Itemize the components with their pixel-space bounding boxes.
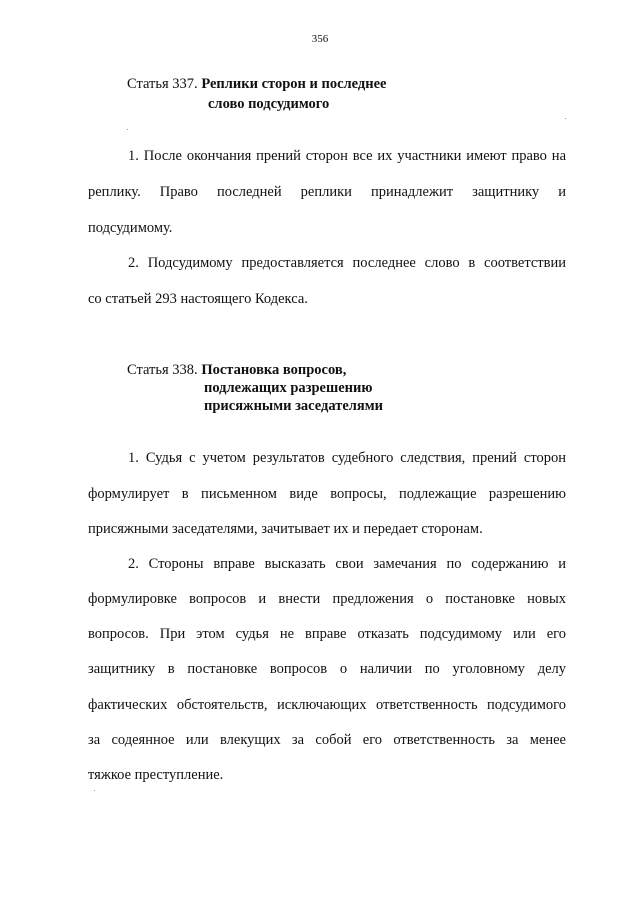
- article-338-para2-line3: вопросов. При этом судья не вправе отказать подсудимому или его: [88, 626, 566, 642]
- article-337-para2-line1: 2. Подсудимому предоставляется последнее слово в соответствии: [128, 255, 566, 271]
- article-338-label: Статья 338.: [127, 362, 198, 378]
- article-337-para1-line2: реплику. Право последней реплики принадлежит защитнику и: [88, 184, 566, 200]
- article-338-title-line1: Постановка вопросов,: [201, 362, 347, 378]
- article-337-para1-line1: 1. После окончания прений сторон все их участники имеют право на: [128, 148, 566, 164]
- article-338-title-line3-wrap: [204, 396, 383, 416]
- article-337-title-line2: слово подсудимого: [208, 96, 330, 112]
- article-337-para1-line3: подсудимому.: [88, 220, 173, 236]
- article-337-label: Статья 337.: [127, 76, 198, 92]
- article-338-para2-line7: тяжкое преступление.: [88, 767, 224, 783]
- page-number: 356: [311, 33, 329, 45]
- article-338-para1-line3: присяжными заседателями, зачитывает их и передает сторонам.: [88, 521, 483, 537]
- article-338-para1-line2: формулирует в письменном виде вопросы, подлежащие разрешению: [88, 486, 566, 502]
- scan-speck: [94, 790, 95, 791]
- article-338-title-line2-wrap: [204, 378, 372, 398]
- article-337-para2-line2: со статьей 293 настоящего Кодекса.: [88, 291, 308, 307]
- scan-speck: [565, 118, 566, 119]
- article-338-para1-line1: 1. Судья с учетом результатов судебного следствия, прений сторон: [128, 450, 566, 466]
- article-337-title-line1: Реплики сторон и последнее: [201, 76, 387, 92]
- article-338-para2-line2: формулировке вопросов и внести предложения о постановке новых: [88, 591, 566, 607]
- scan-speck: [127, 129, 128, 130]
- article-338-title-line3: присяжными заседателями: [204, 398, 384, 414]
- article-338-para2-line6: за содеянное или влекущих за собой его ответственность за менее: [88, 732, 566, 748]
- article-338-para2-line1: 2. Стороны вправе высказать свои замечания по содержанию и: [128, 556, 566, 572]
- article-338-para2-line4: защитнику в постановке вопросов о наличии по уголовному делу: [88, 661, 566, 677]
- article-338-title-line2: подлежащих разрешению: [204, 380, 373, 396]
- article-338-para2-line5: фактических обстоятельств, исключающих ответственность подсудимого: [88, 697, 566, 713]
- article-337-heading: [127, 74, 386, 94]
- article-338-heading: [127, 360, 346, 380]
- article-337-title-line2-wrap: [208, 94, 329, 114]
